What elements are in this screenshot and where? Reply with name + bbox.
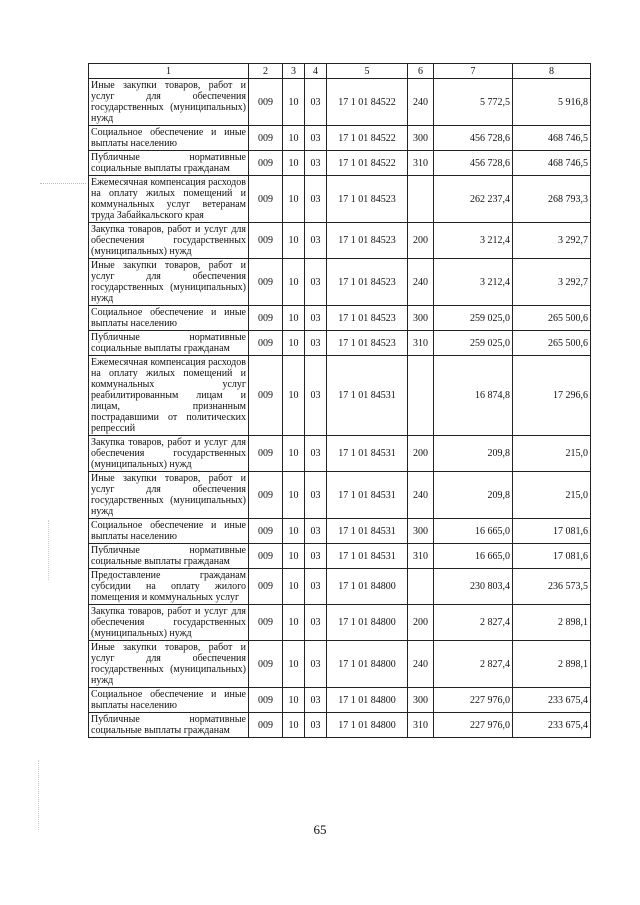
ministry-code-cell: 009 — [249, 151, 283, 176]
target-article-cell: 17 1 01 84800 — [327, 605, 408, 641]
ministry-code-cell: 009 — [249, 688, 283, 713]
subsection-code-cell: 03 — [305, 356, 327, 436]
ministry-code-cell: 009 — [249, 472, 283, 519]
ministry-code-cell: 009 — [249, 259, 283, 306]
amount-year1-cell: 227 976,0 — [434, 713, 513, 738]
section-code-cell: 10 — [283, 259, 305, 306]
amount-year1-cell: 2 827,4 — [434, 605, 513, 641]
target-article-cell: 17 1 01 84523 — [327, 176, 408, 223]
expense-type-cell: 310 — [408, 151, 434, 176]
subsection-code-cell: 03 — [305, 176, 327, 223]
table-row — [89, 331, 591, 356]
section-code-cell: 10 — [283, 176, 305, 223]
subsection-code-cell: 03 — [305, 306, 327, 331]
target-article-cell: 17 1 01 84800 — [327, 713, 408, 738]
row-name-cell: Социальное обеспечение и иные выплаты населению — [89, 306, 249, 331]
target-article-cell: 17 1 01 84800 — [327, 688, 408, 713]
amount-year2-cell: 17 081,6 — [513, 519, 591, 544]
table-row — [89, 259, 591, 306]
table-row — [89, 519, 591, 544]
subsection-code-cell: 03 — [305, 569, 327, 605]
budget-table — [88, 63, 591, 738]
amount-year2-cell: 215,0 — [513, 436, 591, 472]
expense-type-cell: 300 — [408, 688, 434, 713]
section-code-cell: 10 — [283, 544, 305, 569]
row-name-cell: Социальное обеспечение и иные выплаты населению — [89, 688, 249, 713]
section-code-cell: 10 — [283, 151, 305, 176]
row-name-cell: Закупка товаров, работ и услуг для обеспечения государственных (муниципальных) нужд — [89, 436, 249, 472]
amount-year2-cell: 3 292,7 — [513, 259, 591, 306]
amount-year1-cell: 3 212,4 — [434, 223, 513, 259]
section-code-cell: 10 — [283, 519, 305, 544]
subsection-code-cell: 03 — [305, 472, 327, 519]
section-code-cell: 10 — [283, 605, 305, 641]
amount-year1-cell: 2 827,4 — [434, 641, 513, 688]
table-row — [89, 569, 591, 605]
column-header: 6 — [408, 64, 434, 79]
subsection-code-cell: 03 — [305, 126, 327, 151]
amount-year1-cell: 456 728,6 — [434, 126, 513, 151]
column-header: 3 — [283, 64, 305, 79]
amount-year2-cell: 5 916,8 — [513, 79, 591, 126]
column-header: 2 — [249, 64, 283, 79]
target-article-cell: 17 1 01 84522 — [327, 151, 408, 176]
section-code-cell: 10 — [283, 713, 305, 738]
amount-year2-cell: 233 675,4 — [513, 688, 591, 713]
row-name-cell: Публичные нормативные социальные выплаты гражданам — [89, 713, 249, 738]
amount-year2-cell: 265 500,6 — [513, 306, 591, 331]
amount-year2-cell: 17 296,6 — [513, 356, 591, 436]
expense-type-cell: 240 — [408, 472, 434, 519]
ministry-code-cell: 009 — [249, 126, 283, 151]
amount-year2-cell: 3 292,7 — [513, 223, 591, 259]
row-name-cell: Публичные нормативные социальные выплаты гражданам — [89, 151, 249, 176]
section-code-cell: 10 — [283, 641, 305, 688]
row-name-cell: Публичные нормативные социальные выплаты гражданам — [89, 331, 249, 356]
expense-type-cell: 310 — [408, 331, 434, 356]
ministry-code-cell: 009 — [249, 79, 283, 126]
table-row — [89, 223, 591, 259]
row-name-cell: Публичные нормативные социальные выплаты гражданам — [89, 544, 249, 569]
amount-year1-cell: 456 728,6 — [434, 151, 513, 176]
subsection-code-cell: 03 — [305, 688, 327, 713]
target-article-cell: 17 1 01 84531 — [327, 472, 408, 519]
amount-year2-cell: 468 746,5 — [513, 151, 591, 176]
expense-type-cell — [408, 569, 434, 605]
column-header: 7 — [434, 64, 513, 79]
amount-year1-cell: 230 803,4 — [434, 569, 513, 605]
row-name-cell: Социальное обеспечение и иные выплаты населению — [89, 126, 249, 151]
amount-year2-cell: 233 675,4 — [513, 713, 591, 738]
column-header: 5 — [327, 64, 408, 79]
expense-type-cell: 300 — [408, 126, 434, 151]
target-article-cell: 17 1 01 84522 — [327, 126, 408, 151]
section-code-cell: 10 — [283, 79, 305, 126]
column-header: 1 — [89, 64, 249, 79]
target-article-cell: 17 1 01 84523 — [327, 259, 408, 306]
row-name-cell: Закупка товаров, работ и услуг для обеспечения государственных (муниципальных) нужд — [89, 223, 249, 259]
subsection-code-cell: 03 — [305, 641, 327, 688]
subsection-code-cell: 03 — [305, 605, 327, 641]
row-name-cell: Ежемесячная компенсация расходов на оплату жилых помещений и коммунальных услуг ветеранам труда Забайкальского края — [89, 176, 249, 223]
page-number: 65 — [313, 822, 327, 837]
table-row — [89, 688, 591, 713]
scan-mark — [40, 183, 86, 184]
target-article-cell: 17 1 01 84523 — [327, 306, 408, 331]
amount-year2-cell: 268 793,3 — [513, 176, 591, 223]
amount-year1-cell: 227 976,0 — [434, 688, 513, 713]
amount-year1-cell: 259 025,0 — [434, 306, 513, 331]
target-article-cell: 17 1 01 84531 — [327, 519, 408, 544]
expense-type-cell — [408, 356, 434, 436]
row-name-cell: Закупка товаров, работ и услуг для обеспечения государственных (муниципальных) нужд — [89, 605, 249, 641]
column-header: 8 — [513, 64, 591, 79]
amount-year1-cell: 16 665,0 — [434, 544, 513, 569]
amount-year2-cell: 215,0 — [513, 472, 591, 519]
section-code-cell: 10 — [283, 306, 305, 331]
expense-type-cell: 300 — [408, 306, 434, 331]
target-article-cell: 17 1 01 84531 — [327, 544, 408, 569]
ministry-code-cell: 009 — [249, 356, 283, 436]
table-row — [89, 151, 591, 176]
amount-year1-cell: 16 874,8 — [434, 356, 513, 436]
ministry-code-cell: 009 — [249, 641, 283, 688]
ministry-code-cell: 009 — [249, 306, 283, 331]
subsection-code-cell: 03 — [305, 259, 327, 306]
expense-type-cell: 300 — [408, 519, 434, 544]
ministry-code-cell: 009 — [249, 331, 283, 356]
amount-year1-cell: 3 212,4 — [434, 259, 513, 306]
row-name-cell: Социальное обеспечение и иные выплаты населению — [89, 519, 249, 544]
target-article-cell: 17 1 01 84531 — [327, 356, 408, 436]
table-row — [89, 641, 591, 688]
row-name-cell: Предоставление гражданам субсидии на оплату жилого помещения и коммунальных услуг — [89, 569, 249, 605]
row-name-cell: Иные закупки товаров, работ и услуг для обеспечения государственных (муниципальных) нужд — [89, 472, 249, 519]
expense-type-cell: 240 — [408, 641, 434, 688]
amount-year2-cell: 236 573,5 — [513, 569, 591, 605]
section-code-cell: 10 — [283, 436, 305, 472]
ministry-code-cell: 009 — [249, 519, 283, 544]
expense-type-cell — [408, 176, 434, 223]
subsection-code-cell: 03 — [305, 151, 327, 176]
ministry-code-cell: 009 — [249, 223, 283, 259]
section-code-cell: 10 — [283, 472, 305, 519]
amount-year1-cell: 259 025,0 — [434, 331, 513, 356]
subsection-code-cell: 03 — [305, 544, 327, 569]
target-article-cell: 17 1 01 84522 — [327, 79, 408, 126]
row-name-cell: Иные закупки товаров, работ и услуг для обеспечения государственных (муниципальных) нужд — [89, 79, 249, 126]
subsection-code-cell: 03 — [305, 436, 327, 472]
scan-mark — [38, 760, 39, 830]
section-code-cell: 10 — [283, 126, 305, 151]
expense-type-cell: 200 — [408, 605, 434, 641]
ministry-code-cell: 009 — [249, 605, 283, 641]
ministry-code-cell: 009 — [249, 176, 283, 223]
subsection-code-cell: 03 — [305, 79, 327, 126]
row-name-cell: Ежемесячная компенсация расходов на оплату жилых помещений и коммунальных услуг реабилитированным лицам и лицам, признанным пострадавшими от политических репрессий — [89, 356, 249, 436]
expense-type-cell: 240 — [408, 259, 434, 306]
ministry-code-cell: 009 — [249, 713, 283, 738]
target-article-cell: 17 1 01 84523 — [327, 223, 408, 259]
amount-year1-cell: 209,8 — [434, 472, 513, 519]
table-row — [89, 126, 591, 151]
section-code-cell: 10 — [283, 688, 305, 713]
amount-year1-cell: 5 772,5 — [434, 79, 513, 126]
amount-year2-cell: 2 898,1 — [513, 605, 591, 641]
column-header: 4 — [305, 64, 327, 79]
subsection-code-cell: 03 — [305, 519, 327, 544]
table-row — [89, 544, 591, 569]
scan-mark — [48, 520, 49, 580]
section-code-cell: 10 — [283, 569, 305, 605]
amount-year2-cell: 17 081,6 — [513, 544, 591, 569]
subsection-code-cell: 03 — [305, 713, 327, 738]
table-row — [89, 306, 591, 331]
expense-type-cell: 240 — [408, 79, 434, 126]
target-article-cell: 17 1 01 84800 — [327, 569, 408, 605]
target-article-cell: 17 1 01 84523 — [327, 331, 408, 356]
amount-year1-cell: 16 665,0 — [434, 519, 513, 544]
amount-year2-cell: 265 500,6 — [513, 331, 591, 356]
expense-type-cell: 200 — [408, 223, 434, 259]
table-row — [89, 176, 591, 223]
target-article-cell: 17 1 01 84800 — [327, 641, 408, 688]
section-code-cell: 10 — [283, 356, 305, 436]
expense-type-cell: 310 — [408, 544, 434, 569]
row-name-cell: Иные закупки товаров, работ и услуг для обеспечения государственных (муниципальных) нужд — [89, 259, 249, 306]
table-row — [89, 79, 591, 126]
ministry-code-cell: 009 — [249, 544, 283, 569]
amount-year2-cell: 468 746,5 — [513, 126, 591, 151]
table-row — [89, 436, 591, 472]
section-code-cell: 10 — [283, 223, 305, 259]
table-row — [89, 713, 591, 738]
table-row — [89, 605, 591, 641]
expense-type-cell: 310 — [408, 713, 434, 738]
table-row — [89, 472, 591, 519]
subsection-code-cell: 03 — [305, 331, 327, 356]
row-name-cell: Иные закупки товаров, работ и услуг для обеспечения государственных (муниципальных) нужд — [89, 641, 249, 688]
subsection-code-cell: 03 — [305, 223, 327, 259]
ministry-code-cell: 009 — [249, 436, 283, 472]
target-article-cell: 17 1 01 84531 — [327, 436, 408, 472]
amount-year1-cell: 262 237,4 — [434, 176, 513, 223]
expense-type-cell: 200 — [408, 436, 434, 472]
table-header-row — [89, 64, 591, 79]
amount-year1-cell: 209,8 — [434, 436, 513, 472]
section-code-cell: 10 — [283, 331, 305, 356]
table-row — [89, 356, 591, 436]
ministry-code-cell: 009 — [249, 569, 283, 605]
amount-year2-cell: 2 898,1 — [513, 641, 591, 688]
